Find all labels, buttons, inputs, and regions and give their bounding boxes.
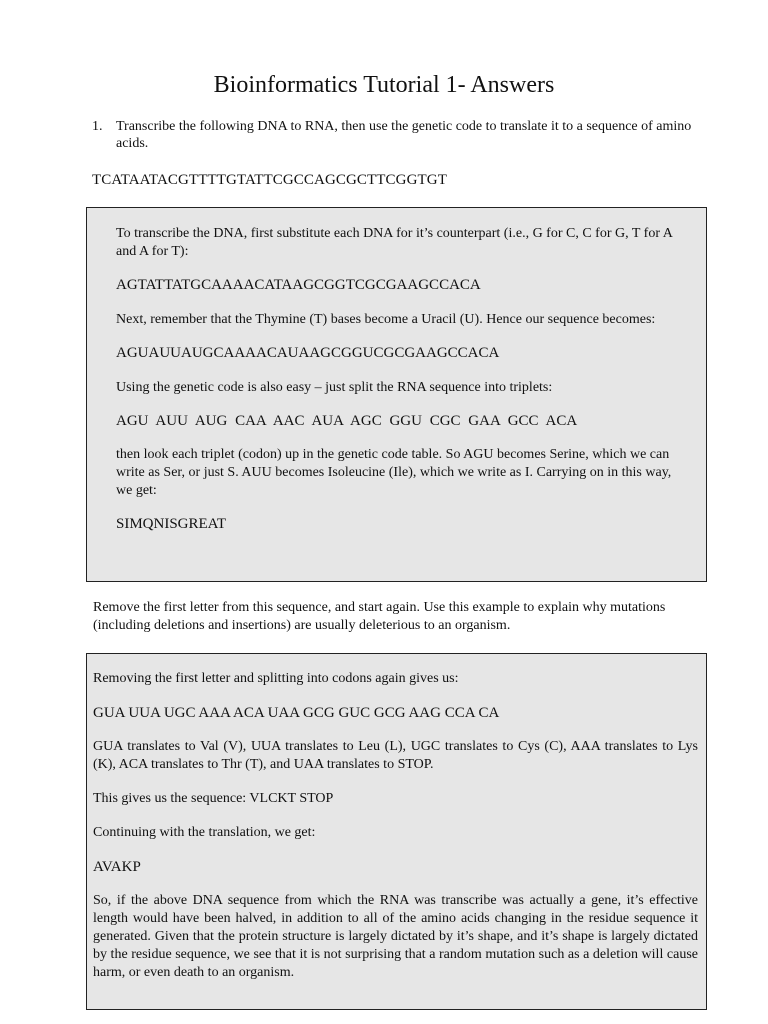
- page-title: Bioinformatics Tutorial 1- Answers: [213, 72, 555, 98]
- question-number: 1.: [92, 119, 103, 134]
- complement-sequence: AGTATTATGCAAAACATAAGCGGTCGCGAAGCCACA: [116, 277, 481, 293]
- rna-sequence: AGUAUUAUGCAAAACAUAAGCGGUCGCGAAGCCACA: [116, 345, 500, 361]
- shifted-codon-list: GUA UUA UGC AAA ACA UAA GCG GUC GCG AAG CCA CA: [93, 705, 500, 721]
- shifted-amino-acid-result: AVAKP: [93, 859, 141, 875]
- codon-list: AGU AUU AUG CAA AAC AUA AGC GGU CGC GAA GCC ACA: [116, 413, 578, 429]
- answer-2-paragraph-3: This gives us the sequence: VLCKT STOP: [93, 791, 334, 806]
- question-2-text: Remove the first letter from this sequence, and start again. Use this example to explain why mutations (including deletions and insertions) are usually deleterious to an organism.: [93, 600, 666, 633]
- question-1: [92, 118, 702, 152]
- answer-1-paragraph-2: Next, remember that the Thymine (T) bases become a Uracil (U). Hence our sequence becomes:: [116, 312, 656, 327]
- answer-1-paragraph-4: then look each triplet (codon) up in the genetic code table. So AGU becomes Serine, which we can write as Ser, or just S. AUU becomes Isoleucine (Ile), which we write as I. Carrying on in this way, we get:: [116, 447, 672, 498]
- answer-1-paragraph-3: Using the genetic code is also easy – just split the RNA sequence into triplets:: [116, 380, 553, 395]
- answer-2-paragraph-5: So, if the above DNA sequence from which the RNA was transcribe was actually a gene, it’s effective length would have been halved, in addition to all of the amino acids changing in the residue sequence it generated. Given that the protein structure is largely dictated by it’s shape, and it’s shape is largely dictated by the residue sequence, we see that it is not surprising that a random mutation such as a deletion will cause harm, or even death to an organism.: [93, 893, 698, 980]
- answer-2-paragraph-1: Removing the first letter and splitting into codons again gives us:: [93, 671, 459, 686]
- answer-box-1: [86, 207, 707, 582]
- answer-box-2: [86, 653, 707, 1010]
- amino-acid-result: SIMQNISGREAT: [116, 516, 227, 532]
- answer-1-paragraph-1: To transcribe the DNA, first substitute each DNA for it’s counterpart (i.e., G for C, C for G, T for A and A for T):: [116, 226, 673, 259]
- answer-2-paragraph-4: Continuing with the translation, we get:: [93, 825, 316, 840]
- question-1-text: Transcribe the following DNA to RNA, then use the genetic code to translate it to a sequence of amino acids.: [116, 119, 692, 151]
- dna-sequence: TCATAATACGTTTTGTATTCGCCAGCGCTTCGGTGT: [92, 172, 447, 188]
- answer-2-paragraph-2: GUA translates to Val (V), UUA translates to Leu (L), UGC translates to Cys (C), AAA translates to Lys (K), ACA translates to Thr (T), and UAA translates to STOP.: [93, 739, 698, 772]
